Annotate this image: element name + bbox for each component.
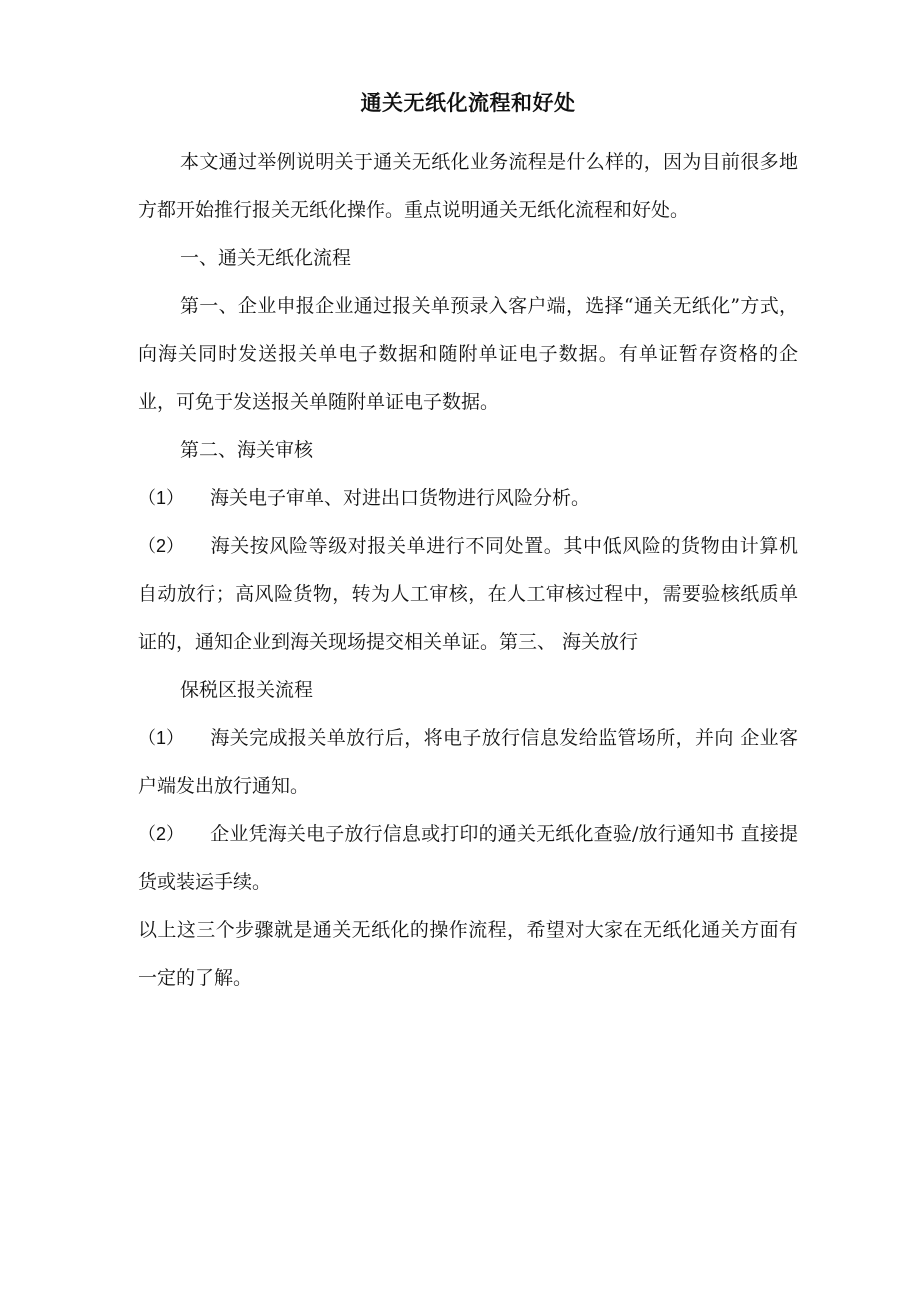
- review-item-1: [138, 474, 798, 522]
- review-item-2-number: （2）: [138, 536, 185, 556]
- bonded-zone-heading: 保税区报关流程: [180, 679, 314, 701]
- bonded-item-1: [138, 714, 798, 810]
- bonded-item-2: [138, 810, 798, 906]
- document-page: [138, 88, 798, 1002]
- bonded-item-2-text: 企业凭海关电子放行信息或打印的通关无纸化查验/放行通知书 直接提货或装运手续。: [138, 823, 798, 893]
- conclusion-paragraph: 以上这三个步骤就是通关无纸化的操作流程，希望对大家在无纸化通关方面有一定的了解。: [138, 919, 798, 989]
- step-two-heading: 第二、海关审核: [180, 439, 314, 461]
- bonded-item-1-number: （1）: [138, 728, 185, 748]
- step-one-paragraph: 第一、企业申报企业通过报关单预录入客户端，选择“通关无纸化”方式，向海关同时发送报关单电子数据和随附单证电子数据。有单证暂存资格的企业，可免于发送报关单随附单证电子数据。: [138, 295, 798, 413]
- document-title: 通关无纸化流程和好处: [360, 90, 576, 115]
- bonded-item-2-number: （2）: [138, 824, 185, 844]
- section-heading-process: 一、通关无纸化流程: [180, 247, 352, 269]
- review-item-2-text: 海关按风险等级对报关单进行不同处置。其中低风险的货物由计算机自动放行；高风险货物，转为人工审核，在人工审核过程中，需要验核纸质单证的，通知企业到海关现场提交相关单证。第三、 海关放行: [138, 535, 798, 653]
- review-item-1-number: （1）: [138, 488, 185, 508]
- bonded-item-1-text: 海关完成报关单放行后，将电子放行信息发给监管场所，并向 企业客户端发出放行通知。: [138, 727, 798, 797]
- intro-paragraph: 本文通过举例说明关于通关无纸化业务流程是什么样的，因为目前很多地方都开始推行报关无纸化操作。重点说明通关无纸化流程和好处。: [138, 151, 798, 221]
- review-item-1-text: 海关电子审单、对进出口货物进行风险分析。: [210, 487, 591, 509]
- review-item-2: [138, 522, 798, 666]
